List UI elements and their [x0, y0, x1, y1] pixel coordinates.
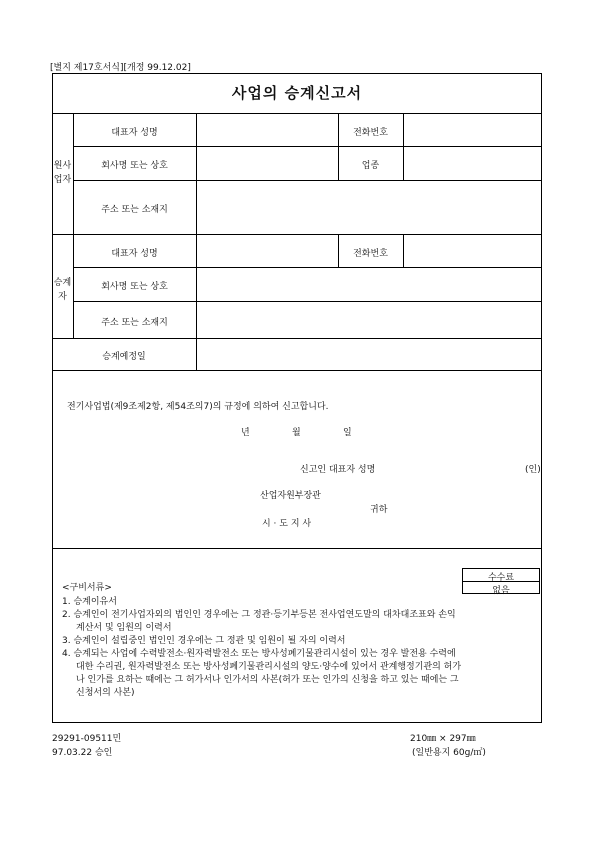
transferor-company-label: 회사명 또는 상호 — [101, 161, 168, 171]
fee-value: 없음 — [492, 586, 510, 596]
rule — [403, 113, 404, 180]
successor-phone-field[interactable] — [405, 236, 540, 265]
planned-date-field[interactable] — [198, 340, 540, 368]
transferor-business-type-field[interactable] — [405, 148, 540, 178]
transferor-rep-name-label: 대표자 성명 — [111, 128, 158, 138]
rule — [52, 548, 542, 549]
documents-item: 신청서의 사본) — [76, 688, 135, 698]
paper-spec: (일반용지 60g/㎡) — [412, 748, 486, 758]
rule — [73, 301, 542, 302]
date-day-label: 일 — [343, 428, 352, 438]
fee-label: 수수료 — [487, 573, 515, 583]
form-title: 사업의 승계신고서 — [231, 84, 363, 102]
rule — [73, 146, 542, 147]
rule — [403, 234, 404, 267]
transferor-company-field[interactable] — [198, 148, 336, 178]
declarant-name-label: 신고인 대표자 성명 — [300, 465, 376, 475]
documents-item: 대한 수리권, 원자력발전소 또는 방사성폐기물관리시설의 양도·양수에 있어서 관계행정기관의 허가 — [76, 662, 462, 672]
date-month-label: 월 — [292, 428, 301, 438]
declaration-statement: 전기사업법(제9조제2항, 제54조의7)의 규정에 의하여 신고합니다. — [67, 402, 329, 412]
rule — [73, 113, 74, 338]
form-tag: [별지 제17호서식][개정 99.12.02] — [50, 63, 191, 73]
transferor-phone-field[interactable] — [405, 115, 540, 144]
fee-box — [462, 568, 540, 594]
transferor-section-label: 원사 업자 — [53, 161, 72, 185]
rule — [52, 370, 542, 371]
transferor-business-type-label: 업종 — [361, 161, 380, 171]
successor-address-label: 주소 또는 소재지 — [101, 318, 168, 328]
approval-date: 97.03.22 승인 — [52, 748, 113, 758]
successor-company-field[interactable] — [198, 269, 540, 299]
date-year-label: 년 — [241, 428, 250, 438]
seal-mark: (인) — [525, 465, 541, 475]
transferor-address-label: 주소 또는 소재지 — [101, 205, 168, 215]
successor-section-label: 승계 자 — [53, 278, 72, 302]
form-code: 29291-09511민 — [52, 734, 122, 744]
successor-rep-name-field[interactable] — [198, 236, 336, 265]
rule — [52, 234, 542, 235]
rule — [73, 180, 542, 181]
rule — [196, 113, 197, 370]
successor-address-field[interactable] — [198, 303, 540, 336]
documents-header: <구비서류> — [62, 583, 112, 593]
rule — [73, 267, 542, 268]
successor-company-label: 회사명 또는 상호 — [101, 282, 168, 292]
documents-item: 3. 승계인이 설립중인 법인인 경우에는 그 정관 및 임원이 될 자의 이력서 — [62, 636, 346, 646]
documents-item: 1. 승계이유서 — [62, 597, 117, 607]
successor-phone-label: 전화번호 — [353, 249, 388, 259]
documents-item: 2. 승계인이 전기사업자외의 법인인 경우에는 그 정관·등기부등본 전사업연도말의 대차대조표와 손익 — [62, 610, 456, 620]
successor-rep-name-label: 대표자 성명 — [111, 249, 158, 259]
recipient-minister: 산업자원부장관 — [260, 491, 321, 501]
rule — [52, 113, 542, 114]
documents-item: 계산서 및 임원의 이력서 — [76, 623, 172, 633]
documents-item: 4. 승계되는 사업에 수력발전소·원자력발전소 또는 방사성폐기물관리시설이 있는 경우 발전용 수력에 — [62, 649, 456, 659]
transferor-address-field[interactable] — [198, 182, 540, 232]
documents-item: 나 인가를 요하는 때에는 그 허가서나 인가서의 사본(허가 또는 인가의 신청을 하고 있는 때에는 그 — [76, 675, 459, 685]
paper-size: 210㎜ × 297㎜ — [410, 734, 476, 744]
transferor-rep-name-field[interactable] — [198, 115, 336, 144]
planned-date-label: 승계예정일 — [102, 352, 146, 362]
recipient-honorific: 귀하 — [370, 505, 388, 515]
rule — [52, 338, 542, 339]
transferor-phone-label: 전화번호 — [353, 128, 388, 138]
recipient-governor: 시 · 도 지 사 — [262, 519, 312, 529]
